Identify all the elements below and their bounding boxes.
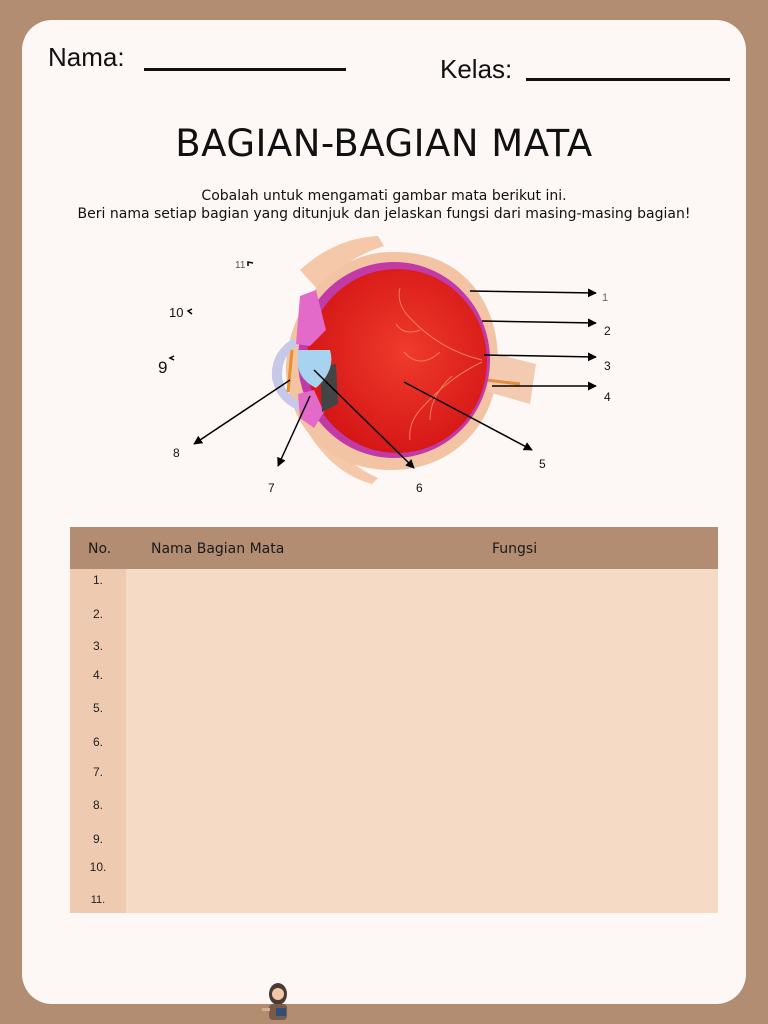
diagram-label-5: 5 — [539, 457, 546, 471]
table-row: 2. — [92, 607, 103, 621]
instruction-line-1: Cobalah untuk mengamati gambar mata berikut ini. — [201, 188, 567, 204]
page-title: BAGIAN-BAGIAN MATA — [175, 122, 593, 165]
arrow-8 — [194, 380, 290, 444]
diagram-label-4: 4 — [604, 390, 611, 404]
table-row: 6. — [92, 735, 103, 749]
table-row: 8. — [92, 798, 103, 812]
diagram-label-8: 8 — [173, 446, 180, 460]
diagram-label-6: 6 — [416, 481, 423, 495]
diagram-label-10: 10 — [169, 305, 184, 320]
header-function: Fungsi — [492, 541, 538, 557]
vitreous-body — [307, 269, 487, 453]
header-part-name: Nama Bagian Mata — [151, 541, 285, 557]
table-row: 4. — [92, 668, 103, 682]
answer-table — [70, 527, 718, 913]
diagram-label-9: 9 — [158, 358, 168, 377]
table-row: 7. — [92, 765, 103, 779]
optic-nerve — [488, 352, 536, 404]
table-row: 1. — [92, 573, 103, 587]
arrow-9 — [170, 356, 174, 360]
arrow-1 — [470, 291, 596, 293]
teacher-avatar-icon — [256, 980, 296, 1020]
instruction-line-2: Beri nama setiap bagian yang ditunjuk dan jelaskan fungsi dari masing-masing bagian! — [77, 206, 691, 222]
name-label: Nama: — [48, 42, 125, 72]
diagram-label-11: 11 — [235, 260, 246, 271]
diagram-label-2: 2 — [604, 324, 611, 338]
class-label: Kelas: — [440, 54, 513, 84]
table-row: 5. — [92, 701, 103, 715]
arrow-11 — [248, 262, 253, 266]
table-row: 3. — [92, 639, 103, 653]
arrow-2 — [482, 321, 596, 323]
table-header — [70, 527, 718, 569]
table-row: 9. — [92, 832, 103, 846]
diagram-label-3: 3 — [604, 359, 611, 373]
arrow-10 — [188, 309, 192, 314]
diagram-label-7: 7 — [268, 481, 275, 495]
table-row: 10. — [89, 860, 107, 874]
table-row: 11. — [90, 894, 106, 906]
header-no: No. — [88, 541, 112, 557]
diagram-label-1: 1 — [602, 292, 609, 304]
